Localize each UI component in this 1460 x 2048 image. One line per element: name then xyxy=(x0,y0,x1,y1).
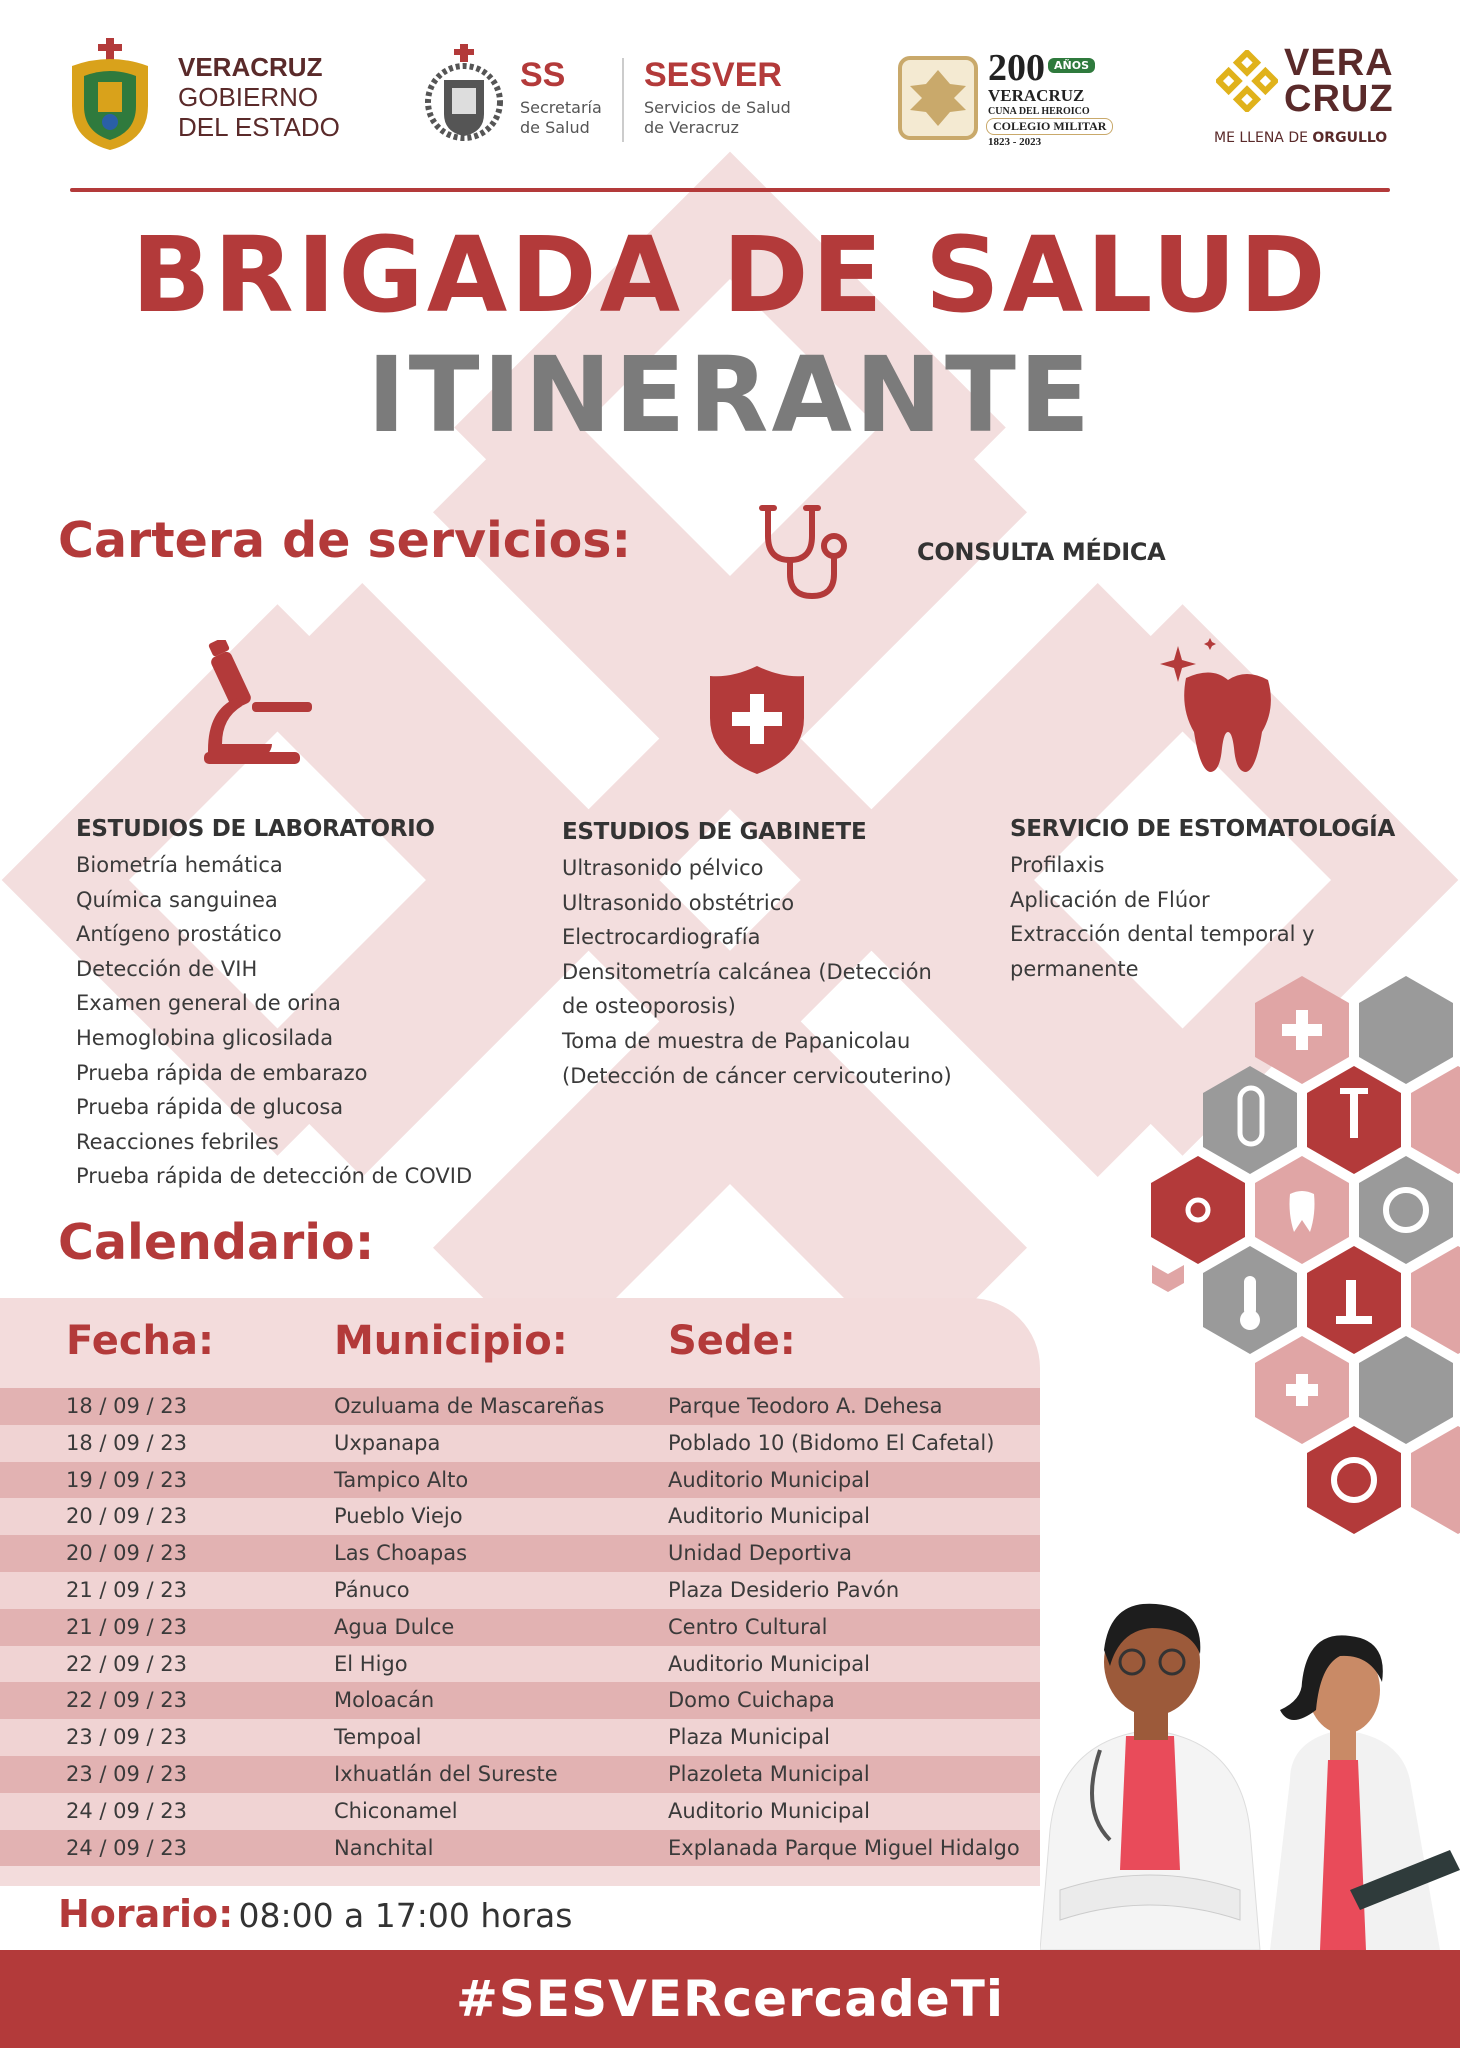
row-date: 24 / 09 / 23 xyxy=(66,1835,188,1860)
footer-bar xyxy=(0,1950,1460,2048)
row-date: 22 / 09 / 23 xyxy=(66,1688,188,1713)
list-item: Aplicación de Flúor xyxy=(1010,887,1210,912)
tagline-prefix: ME LLENA DE xyxy=(1214,130,1313,146)
row-date: 20 / 09 / 23 xyxy=(66,1541,188,1566)
list-item: de osteoporosis) xyxy=(562,994,736,1019)
header-divider xyxy=(70,188,1390,192)
list-item: Prueba rápida de glucosa xyxy=(76,1095,344,1120)
row-municipio: Ozuluama de Mascareñas xyxy=(334,1394,605,1418)
list-item: Toma de muestra de Papanicolau xyxy=(562,1028,911,1053)
row-sede: Auditorio Municipal xyxy=(668,1504,870,1529)
row-sede: Centro Cultural xyxy=(668,1614,828,1639)
list-item: Densitometría calcánea (Detección xyxy=(562,959,932,984)
veracruz-knot-icon xyxy=(1216,50,1278,112)
logo-divider xyxy=(622,58,624,142)
ss-emblem-icon xyxy=(424,44,504,144)
list-item: Profilaxis xyxy=(1010,853,1105,877)
list-item: Química sanguinea xyxy=(76,887,278,912)
vera-line: VERA xyxy=(1284,42,1394,84)
row-sede: Domo Cuichapa xyxy=(668,1688,835,1713)
row-date: 19 / 09 / 23 xyxy=(66,1467,188,1492)
table-row xyxy=(0,1682,1040,1719)
tooth-sparkle-icon xyxy=(1156,638,1276,778)
row-municipio: Pueblo Viejo xyxy=(334,1504,463,1529)
logo-gobierno-veracruz xyxy=(62,36,352,156)
table-row xyxy=(0,1646,1040,1683)
table-row xyxy=(0,1535,1040,1572)
college-badge-icon xyxy=(896,54,980,142)
years-line: 1823 - 2023 xyxy=(988,136,1042,148)
row-date: 21 / 09 / 23 xyxy=(66,1578,188,1602)
table-row xyxy=(0,1793,1040,1830)
row-municipio: El Higo xyxy=(334,1651,408,1676)
row-date: 21 / 09 / 23 xyxy=(66,1614,188,1639)
tagline-strong: ORGULLO xyxy=(1312,130,1388,146)
row-sede: Parque Teodoro A. Dehesa xyxy=(668,1394,943,1418)
calendar-heading: Calendario: xyxy=(58,1214,375,1271)
services-heading: Cartera de servicios: xyxy=(58,512,632,569)
veracruz-line: VERACRUZ xyxy=(988,86,1085,105)
sesver-title: SESVER xyxy=(644,56,782,94)
orgullo-tagline xyxy=(1214,130,1387,146)
row-municipio: Ixhuatlán del Sureste xyxy=(334,1762,558,1786)
veracruz-title: VERACRUZ xyxy=(178,52,323,82)
table-row xyxy=(0,1498,1040,1535)
row-date: 24 / 09 / 23 xyxy=(66,1798,188,1823)
logo-ss xyxy=(424,44,614,144)
laboratorio-list xyxy=(76,848,472,1194)
row-municipio: Tempoal xyxy=(334,1725,422,1750)
row-sede: Plazoleta Municipal xyxy=(668,1762,870,1786)
list-item: Examen general de orina xyxy=(76,991,341,1016)
row-sede: Explanada Parque Miguel Hidalgo xyxy=(668,1835,1020,1860)
list-item: Reacciones febriles xyxy=(76,1129,279,1154)
laboratorio-title: ESTUDIOS DE LABORATORIO xyxy=(76,816,435,842)
estomatologia-list xyxy=(1010,848,1315,986)
gabinete-list xyxy=(562,851,952,1093)
cruz-line: CRUZ xyxy=(1284,78,1394,120)
estomatologia-title: SERVICIO DE ESTOMATOLOGÍA xyxy=(1010,816,1395,842)
page-subtitle: ITINERANTE xyxy=(366,334,1093,456)
row-municipio: Tampico Alto xyxy=(334,1467,469,1492)
row-municipio: Moloacán xyxy=(334,1688,435,1713)
table-row xyxy=(0,1388,1040,1425)
logo-200-anos xyxy=(896,48,1146,148)
logo-sesver xyxy=(644,56,844,146)
list-item: Extracción dental temporal y xyxy=(1010,922,1315,947)
row-municipio: Pánuco xyxy=(334,1578,410,1602)
table-row xyxy=(0,1462,1040,1499)
horario-value: 08:00 a 17:00 horas xyxy=(238,1896,573,1935)
hexagon-decoration xyxy=(1140,970,1460,1560)
colegio-line: COLEGIO MILITAR xyxy=(986,118,1113,135)
row-municipio: Nanchital xyxy=(334,1835,434,1860)
row-sede: Auditorio Municipal xyxy=(668,1651,870,1676)
row-sede: Plaza Municipal xyxy=(668,1725,830,1750)
doctors-illustration xyxy=(1040,1570,1460,1950)
row-date: 22 / 09 / 23 xyxy=(66,1651,188,1676)
row-sede: Poblado 10 (Bidomo El Cafetal) xyxy=(668,1430,995,1455)
row-municipio: Agua Dulce xyxy=(334,1614,455,1639)
row-municipio: Chiconamel xyxy=(334,1798,458,1823)
anos-badge: AÑOS xyxy=(1048,58,1095,73)
col-header-municipio: Municipio: xyxy=(334,1318,568,1364)
row-municipio: Las Choapas xyxy=(334,1541,468,1566)
row-sede: Auditorio Municipal xyxy=(668,1798,870,1823)
cuna-line: CUNA DEL HEROICO xyxy=(988,106,1090,117)
list-item: Ultrasonido obstétrico xyxy=(562,890,795,915)
row-date: 20 / 09 / 23 xyxy=(66,1504,188,1529)
list-item: Detección de VIH xyxy=(76,956,258,981)
anniversary-number: 200 xyxy=(988,47,1045,89)
col-header-sede: Sede: xyxy=(668,1318,796,1364)
horario-line xyxy=(58,1892,572,1936)
sesver-line2: de Veracruz xyxy=(644,118,739,137)
gabinete-title: ESTUDIOS DE GABINETE xyxy=(562,819,867,845)
list-item: Electrocardiografía xyxy=(562,925,761,950)
col-header-fecha: Fecha: xyxy=(66,1318,215,1364)
list-item: (Detección de cáncer cervicouterino) xyxy=(562,1063,952,1088)
sesver-line1: Servicios de Salud xyxy=(644,98,791,117)
row-municipio: Uxpanapa xyxy=(334,1430,441,1455)
list-item: Antígeno prostático xyxy=(76,922,282,947)
microscope-icon xyxy=(200,640,320,770)
ss-abbr: SS xyxy=(520,56,566,94)
list-item: Prueba rápida de embarazo xyxy=(76,1060,368,1085)
logo-veracruz-orgullo xyxy=(1212,40,1412,152)
row-date: 18 / 09 / 23 xyxy=(66,1430,188,1455)
page-title: BRIGADA DE SALUD xyxy=(131,214,1329,336)
list-item: Biometría hemática xyxy=(76,853,283,877)
row-sede: Unidad Deportiva xyxy=(668,1541,852,1566)
row-sede: Auditorio Municipal xyxy=(668,1467,870,1492)
row-date: 23 / 09 / 23 xyxy=(66,1725,188,1750)
list-item: Ultrasonido pélvico xyxy=(562,856,764,880)
table-row xyxy=(0,1572,1040,1609)
row-sede: Plaza Desiderio Pavón xyxy=(668,1578,900,1602)
consulta-medica-label: CONSULTA MÉDICA xyxy=(917,538,1166,566)
ss-line2: de Salud xyxy=(520,118,590,137)
table-row xyxy=(0,1719,1040,1756)
horario-label: Horario: xyxy=(58,1892,234,1936)
stethoscope-icon xyxy=(748,496,858,606)
del-estado-line: DEL ESTADO xyxy=(178,112,340,142)
table-row xyxy=(0,1756,1040,1793)
ss-line1: Secretaría xyxy=(520,98,602,117)
footer-hashtag: #SESVERcercadeTi xyxy=(456,1970,1004,2028)
row-date: 18 / 09 / 23 xyxy=(66,1394,188,1418)
table-row xyxy=(0,1830,1040,1867)
list-item: permanente xyxy=(1010,956,1139,981)
list-item: Prueba rápida de detección de COVID xyxy=(76,1164,473,1189)
shield-cross-icon xyxy=(706,664,808,776)
list-item: Hemoglobina glicosilada xyxy=(76,1025,334,1050)
table-row xyxy=(0,1425,1040,1462)
state-coat-of-arms-icon xyxy=(62,36,158,154)
gobierno-line: GOBIERNO xyxy=(178,82,319,112)
row-date: 23 / 09 / 23 xyxy=(66,1762,188,1786)
table-row xyxy=(0,1609,1040,1646)
